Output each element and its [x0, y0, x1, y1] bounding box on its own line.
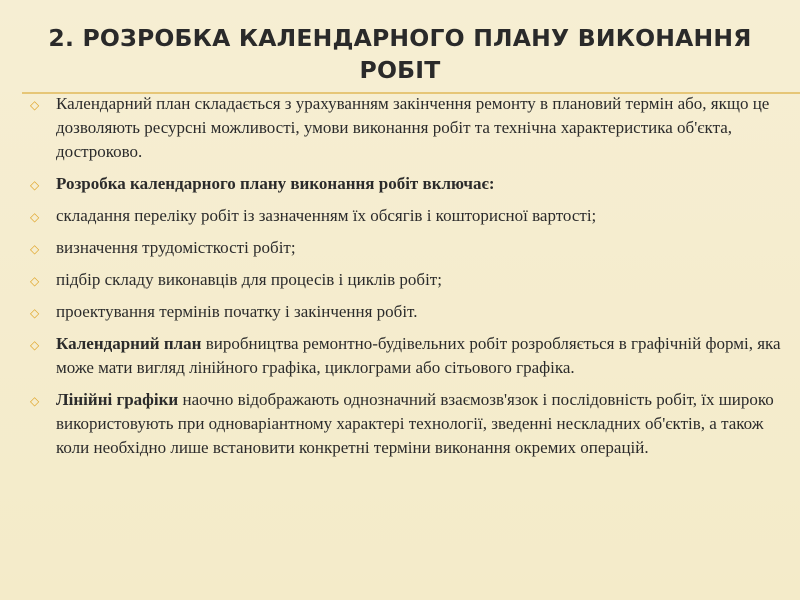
list-item [26, 172, 786, 196]
list-item [26, 332, 786, 380]
item-text: визначення трудомісткості робіт; [56, 238, 296, 257]
list-item [26, 236, 786, 260]
list-item [26, 268, 786, 292]
item-text: складання переліку робіт із зазначенням їх обсягів і кошторисної вартості; [56, 206, 597, 225]
diamond-bullet-icon: ◇ [30, 306, 40, 320]
item-lead: Розробка календарного плану виконання робіт включає: [56, 174, 495, 193]
diamond-bullet-icon: ◇ [30, 394, 40, 408]
diamond-bullet-icon: ◇ [30, 338, 40, 352]
diamond-bullet-icon: ◇ [30, 274, 40, 288]
item-text: проектування термінів початку і закінчення робіт. [56, 302, 418, 321]
list-item [26, 204, 786, 228]
list-item [26, 388, 786, 460]
item-lead: Календарний план [56, 334, 202, 353]
title-line-2: РОБІТ [359, 56, 441, 84]
item-text: наочно відображають однозначний взаємозв'язок і послідовність робіт, їх широко використовують при одноваріантному характері технології, зведенні нескладних об'єктів, а також коли необхідно лише встановити конкретні терміни виконання окремих операцій. [56, 390, 774, 457]
item-text: Календарний план складається з урахуванням закінчення ремонту в плановий термін або, якщо це дозволяють ресурсні можливості, умови виконання робіт та технічна характеристика об'єкта, достроково. [56, 94, 770, 161]
bullet-list [26, 92, 786, 468]
item-text: підбір складу виконавців для процесів і циклів робіт; [56, 270, 442, 289]
list-item [26, 300, 786, 324]
diamond-bullet-icon: ◇ [30, 242, 40, 256]
slide-title [20, 22, 780, 86]
diamond-bullet-icon: ◇ [30, 178, 40, 192]
title-line-1: 2. РОЗРОБКА КАЛЕНДАРНОГО ПЛАНУ ВИКОНАННЯ [48, 24, 752, 52]
list-item [26, 92, 786, 164]
diamond-bullet-icon: ◇ [30, 210, 40, 224]
item-lead: Лінійні графіки [56, 390, 179, 409]
diamond-bullet-icon: ◇ [30, 98, 40, 112]
item-text: виробництва ремонтно-будівельних робіт розробляється в графічній формі, яка може мати вигляд лінійного графіка, циклограми або сітьового графіка. [56, 334, 781, 377]
